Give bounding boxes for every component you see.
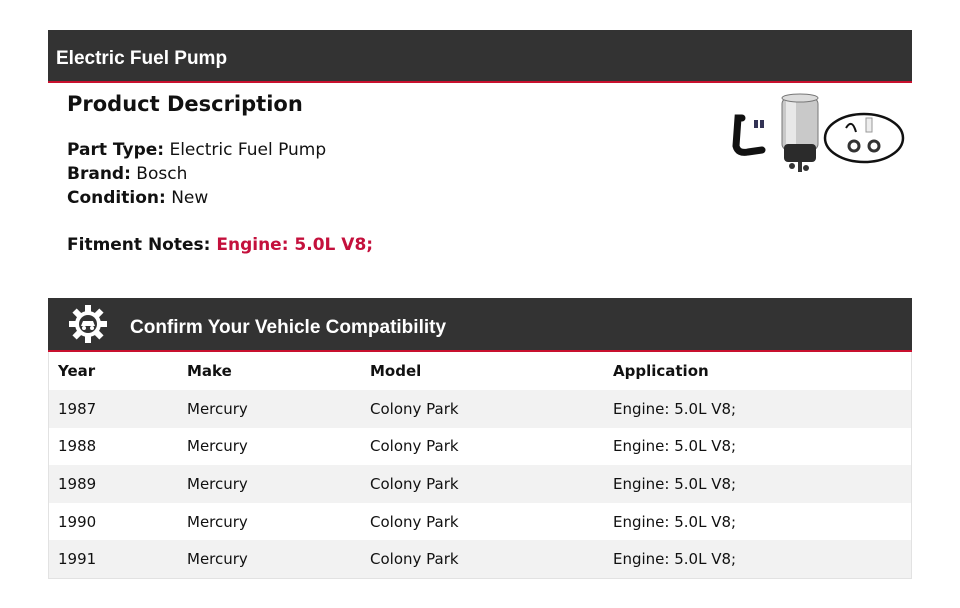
brand-line bbox=[67, 162, 373, 186]
table-row bbox=[49, 503, 911, 541]
part-type-value: Electric Fuel Pump bbox=[169, 140, 327, 160]
cell-application: Engine: 5.0L V8; bbox=[604, 503, 911, 541]
cell-year: 1991 bbox=[49, 540, 178, 578]
cell-make: Mercury bbox=[178, 503, 361, 541]
table-row bbox=[49, 540, 911, 578]
condition-value: New bbox=[171, 188, 209, 208]
title-bar bbox=[48, 30, 912, 83]
cell-model: Colony Park bbox=[361, 540, 604, 578]
table-row bbox=[49, 390, 911, 428]
part-type-label: Part Type: bbox=[67, 140, 165, 160]
condition-label: Condition: bbox=[67, 188, 166, 208]
cell-year: 1990 bbox=[49, 503, 178, 541]
description-heading: Product Description bbox=[67, 92, 303, 116]
cell-year: 1989 bbox=[49, 465, 178, 503]
cell-model: Colony Park bbox=[361, 465, 604, 503]
cell-application: Engine: 5.0L V8; bbox=[604, 540, 911, 578]
part-type-line bbox=[67, 138, 373, 162]
condition-line bbox=[67, 186, 373, 210]
cell-application: Engine: 5.0L V8; bbox=[604, 465, 911, 503]
cell-year: 1988 bbox=[49, 428, 178, 466]
brand-label: Brand: bbox=[67, 164, 131, 184]
compatibility-title: Confirm Your Vehicle Compatibility bbox=[130, 317, 447, 338]
cell-application: Engine: 5.0L V8; bbox=[604, 390, 911, 428]
column-header-year: Year bbox=[58, 362, 96, 380]
gear-car-icon bbox=[68, 304, 108, 344]
cell-model: Colony Park bbox=[361, 390, 604, 428]
fitment-value: Engine: 5.0L V8; bbox=[216, 235, 374, 255]
cell-model: Colony Park bbox=[361, 428, 604, 466]
fitment-notes bbox=[67, 235, 373, 255]
spec-list bbox=[67, 138, 373, 210]
page-title: Electric Fuel Pump bbox=[56, 48, 228, 69]
column-header-make: Make bbox=[187, 362, 232, 380]
column-header-application: Application bbox=[613, 362, 709, 380]
compatibility-bar bbox=[48, 298, 912, 352]
cell-make: Mercury bbox=[178, 428, 361, 466]
cell-model: Colony Park bbox=[361, 503, 604, 541]
table-row bbox=[49, 465, 911, 503]
brand-value: Bosch bbox=[136, 164, 188, 184]
fuel-pump-kit-image bbox=[728, 88, 906, 176]
product-description bbox=[67, 90, 373, 255]
cell-make: Mercury bbox=[178, 540, 361, 578]
column-header-model: Model bbox=[370, 362, 422, 380]
cell-application: Engine: 5.0L V8; bbox=[604, 428, 911, 466]
fitment-label: Fitment Notes: bbox=[67, 235, 211, 255]
table-header-row bbox=[49, 352, 911, 390]
cell-year: 1987 bbox=[49, 390, 178, 428]
table-row bbox=[49, 428, 911, 466]
cell-make: Mercury bbox=[178, 465, 361, 503]
cell-make: Mercury bbox=[178, 390, 361, 428]
compatibility-table bbox=[48, 352, 912, 579]
